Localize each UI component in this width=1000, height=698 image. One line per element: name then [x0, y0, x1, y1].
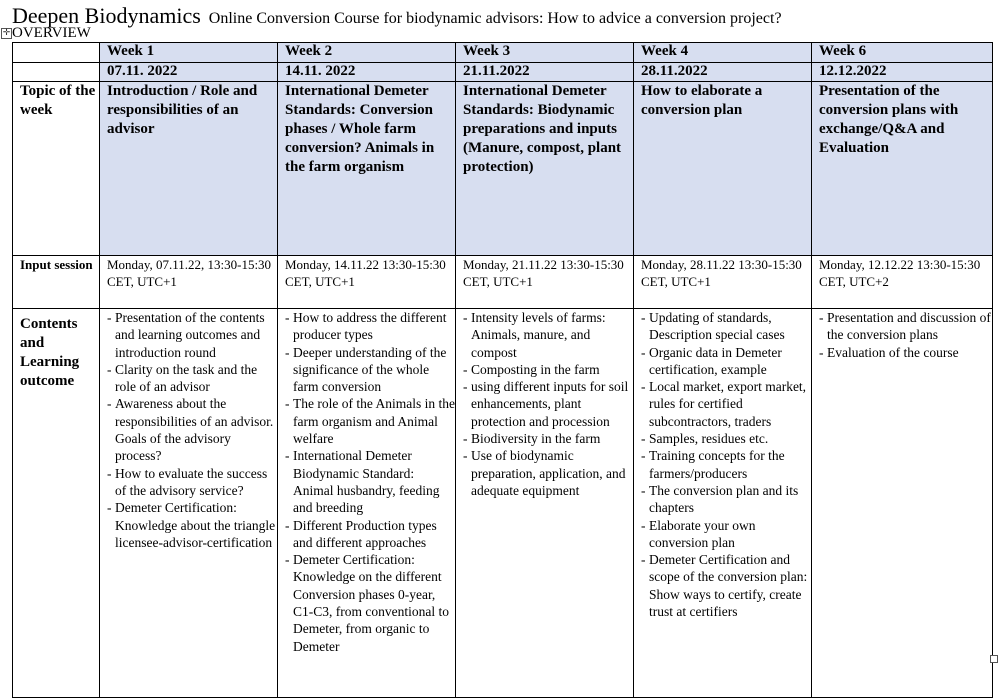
- list-item: - Presentation and discussion of the conversion plans: [819, 309, 992, 344]
- list-item: - Intensity levels of farms: Animals, manure, and compost: [463, 309, 633, 361]
- contents-cell: [634, 309, 812, 698]
- topic-cell: Presentation of the conversion plans with exchange/Q&A and Evaluation: [812, 82, 993, 256]
- input-session-cell: Monday, 14.11.22 13:30-15:30 CET, UTC+1: [278, 256, 456, 309]
- list-item: - How to evaluate the success of the advisory service?: [107, 465, 277, 500]
- date-header-row: [13, 63, 993, 82]
- list-item: - Biodiversity in the farm: [463, 430, 633, 447]
- header-corner-cell: [13, 63, 100, 82]
- date-cell: 14.11. 2022: [278, 63, 456, 82]
- topic-cell: International Demeter Standards: Biodynamic preparations and inputs (Manure, compost, plant protection): [456, 82, 634, 256]
- topic-cell: International Demeter Standards: Conversion phases / Whole farm conversion? Animals in the farm organism: [278, 82, 456, 256]
- list-item: - The conversion plan and its chapters: [641, 482, 811, 517]
- contents-cell: [456, 309, 634, 698]
- contents-list: [641, 309, 811, 620]
- topic-row: [13, 82, 993, 256]
- date-cell: 12.12.2022: [812, 63, 993, 82]
- document-title: Deepen Biodynamics: [12, 3, 201, 28]
- list-item: - Local market, export market, rules for certified subcontractors, traders: [641, 378, 811, 430]
- list-item: - Presentation of the contents and learning outcomes and introduction round: [107, 309, 277, 361]
- date-cell: 07.11. 2022: [100, 63, 278, 82]
- row-label-topic: Topic of the week: [13, 82, 100, 256]
- document-subtitle: Online Conversion Course for biodynamic advisors: How to advice a conversion project?: [208, 10, 782, 27]
- date-cell: 28.11.2022: [634, 63, 812, 82]
- contents-list: [285, 309, 455, 655]
- contents-cell: [278, 309, 456, 698]
- section-label: OVERVIEW: [12, 25, 91, 41]
- topic-cell: How to elaborate a conversion plan: [634, 82, 812, 256]
- contents-cell: [100, 309, 278, 698]
- list-item: - Deeper understanding of the significance of the whole farm conversion: [285, 344, 455, 396]
- row-label-contents: Contents and Learning outcome: [13, 309, 100, 698]
- row-label-input: Input session: [13, 256, 100, 309]
- course-overview-table: [12, 42, 993, 698]
- date-cell: 21.11.2022: [456, 63, 634, 82]
- input-session-row: [13, 256, 993, 309]
- week-cell: Week 2: [278, 43, 456, 63]
- list-item: - Use of biodynamic preparation, application, and adequate equipment: [463, 447, 633, 499]
- input-session-cell: Monday, 28.11.22 13:30-15:30 CET, UTC+1: [634, 256, 812, 309]
- list-item: - The role of the Animals in the farm organism and Animal welfare: [285, 395, 455, 447]
- list-item: - Training concepts for the farmers/producers: [641, 447, 811, 482]
- list-item: - Demeter Certification: Knowledge on the different Conversion phases 0-year, C1-C3, from conventional to Demeter, from organic to Demeter: [285, 551, 455, 655]
- list-item: - Awareness about the responsibilities of an advisor. Goals of the advisory process?: [107, 395, 277, 464]
- contents-list: [819, 309, 992, 361]
- week-cell: Week 6: [812, 43, 993, 63]
- list-item: - Updating of standards, Description special cases: [641, 309, 811, 344]
- week-cell: Week 3: [456, 43, 634, 63]
- week-cell: Week 4: [634, 43, 812, 63]
- topic-cell: Introduction / Role and responsibilities of an advisor: [100, 82, 278, 256]
- header-corner-cell: [13, 43, 100, 63]
- list-item: - Demeter Certification: Knowledge about the triangle licensee-advisor-certification: [107, 499, 277, 551]
- list-item: - Samples, residues etc.: [641, 430, 811, 447]
- contents-cell: [812, 309, 993, 698]
- table-resize-handle-icon[interactable]: [990, 655, 998, 663]
- list-item: - Different Production types and different approaches: [285, 517, 455, 552]
- week-header-row: [13, 43, 993, 63]
- list-item: - Composting in the farm: [463, 361, 633, 378]
- list-item: - Organic data in Demeter certification, example: [641, 344, 811, 379]
- contents-list: [107, 309, 277, 551]
- document-title-line: [12, 3, 782, 29]
- input-session-cell: Monday, 21.11.22 13:30-15:30 CET, UTC+1: [456, 256, 634, 309]
- contents-row: [13, 309, 993, 698]
- input-session-cell: Monday, 12.12.22 13:30-15:30 CET, UTC+2: [812, 256, 993, 309]
- list-item: - How to address the different producer types: [285, 309, 455, 344]
- list-item: - using different inputs for soil enhancements, plant protection and procession: [463, 378, 633, 430]
- week-cell: Week 1: [100, 43, 278, 63]
- input-session-cell: Monday, 07.11.22, 13:30-15:30 CET, UTC+1: [100, 256, 278, 309]
- list-item: - Elaborate your own conversion plan: [641, 517, 811, 552]
- list-item: - Clarity on the task and the role of an advisor: [107, 361, 277, 396]
- list-item: - Demeter Certification and scope of the conversion plan: Show ways to certify, create trust at certifiers: [641, 551, 811, 620]
- move-handle-icon[interactable]: ✛: [2, 28, 11, 38]
- contents-list: [463, 309, 633, 499]
- list-item: - Evaluation of the course: [819, 344, 992, 361]
- list-item: - International Demeter Biodynamic Standard: Animal husbandry, feeding and breeding: [285, 447, 455, 516]
